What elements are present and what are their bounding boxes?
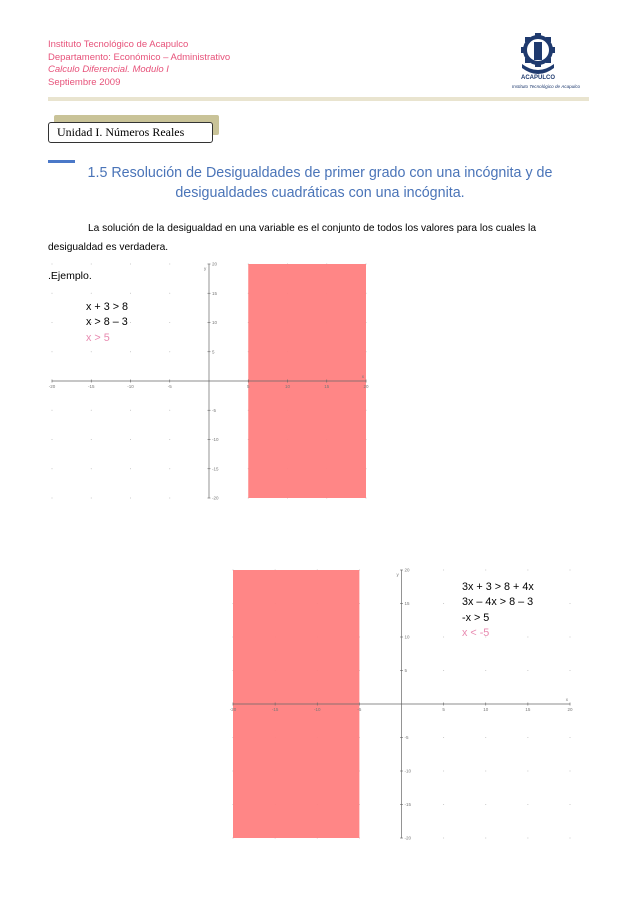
grid-dot — [570, 670, 571, 671]
grid-dot — [443, 637, 444, 638]
grid-dot — [570, 804, 571, 805]
grid-dot — [485, 737, 486, 738]
grid-dot — [527, 737, 528, 738]
grid-dot — [169, 322, 170, 323]
x-tick-label: -20 — [48, 384, 56, 389]
grid-dot — [527, 670, 528, 671]
grid-dot — [443, 737, 444, 738]
x-tick-label: 5 — [246, 384, 250, 389]
y-tick-label: -20 — [212, 495, 219, 501]
grid-dot — [485, 771, 486, 772]
grid-dot — [91, 468, 92, 469]
x-tick-label: -5 — [357, 707, 362, 712]
example-2-step: -x > 5 — [462, 611, 490, 624]
grid-dot — [443, 603, 444, 604]
unit-label: Unidad I. Números Reales — [48, 122, 213, 143]
x-tick-label: 10 — [483, 707, 489, 712]
grid-dot — [570, 737, 571, 738]
x-tick-label: -5 — [167, 384, 172, 389]
grid-dot — [527, 838, 528, 839]
grid-dot — [443, 771, 444, 772]
grid-dot — [91, 264, 92, 265]
example-1-steps — [86, 300, 128, 346]
grid-dot — [91, 351, 92, 352]
grid-dot — [485, 570, 486, 571]
grid-dot — [130, 410, 131, 411]
grid-dot — [570, 637, 571, 638]
example-2-step: 3x + 3 > 8 + 4x — [462, 581, 534, 593]
intro-text: La solución de la desigualdad en una variable es el conjunto de todos los valores para los cuales la desigualdad es verdadera. — [48, 223, 536, 254]
grid-dot — [443, 570, 444, 571]
x-tick-label: 15 — [525, 707, 531, 712]
y-tick-label: 15 — [404, 601, 410, 607]
x-axis-label: x — [565, 697, 568, 702]
grid-dot — [52, 293, 53, 294]
grid-dot — [52, 351, 53, 352]
grid-dot — [169, 468, 170, 469]
y-tick-label: 10 — [404, 634, 410, 640]
y-tick-label: 15 — [212, 290, 218, 296]
grid-dot — [91, 498, 92, 499]
x-axis-label: x — [361, 374, 364, 379]
grid-dot — [52, 468, 53, 469]
header-date: Septiembre 2009 — [48, 76, 121, 88]
y-tick-label: 10 — [212, 320, 218, 326]
y-tick-label: 5 — [404, 668, 408, 674]
x-tick-label: -10 — [127, 384, 134, 389]
header-institute: Instituto Tecnológico de Acapulco — [48, 39, 189, 50]
grid-dot — [527, 570, 528, 571]
grid-dot — [169, 498, 170, 499]
x-tick-label: 20 — [363, 384, 369, 389]
x-tick-label: -15 — [271, 707, 279, 712]
institute-logo — [508, 30, 590, 94]
grid-dot — [130, 468, 131, 469]
example-2-steps — [462, 580, 534, 641]
example-1-step: x + 3 > 8 — [86, 301, 129, 313]
x-tick-label: -20 — [229, 707, 237, 712]
grid-dot — [443, 838, 444, 839]
grid-dot — [485, 838, 486, 839]
grid-dot — [130, 351, 131, 352]
grid-dot — [169, 439, 170, 440]
grid-dot — [130, 322, 131, 323]
grid-dot — [91, 410, 92, 411]
grid-dot — [52, 410, 53, 411]
intro-paragraph — [48, 219, 593, 258]
header-department: Departamento: Económico – Administrativo — [48, 51, 231, 63]
grid-dot — [570, 570, 571, 571]
grid-dot — [52, 498, 53, 499]
x-tick-label: -15 — [87, 384, 95, 389]
grid-dot — [485, 804, 486, 805]
y-tick-label: -20 — [404, 835, 412, 841]
grid-dot — [130, 293, 131, 294]
institution-header — [48, 39, 230, 89]
section-title: 1.5 Resolución de Desigualdades de primer grado con una incógnita y de desigualdades cuadráticas con una incógnita. — [87, 165, 553, 201]
grid-dot — [527, 771, 528, 772]
grid-dot — [570, 603, 571, 604]
y-tick-label: -15 — [404, 802, 412, 808]
logo-text: ACAPULCO — [521, 75, 555, 81]
header-course: Calculo Diferencial. Modulo I — [48, 64, 169, 76]
x-tick-label: 15 — [324, 384, 330, 389]
grid-dot — [443, 670, 444, 671]
grid-dot — [169, 264, 170, 265]
x-tick-label: 10 — [284, 384, 291, 389]
y-tick-label: 20 — [404, 567, 410, 573]
grid-dot — [130, 264, 131, 265]
grid-dot — [91, 293, 92, 294]
y-tick-label: 5 — [212, 349, 215, 355]
grid-dot — [130, 498, 131, 499]
grid-dot — [52, 322, 53, 323]
y-tick-label: -10 — [212, 437, 219, 443]
grid-dot — [52, 264, 53, 265]
y-axis-label: y — [396, 572, 399, 577]
grid-dot — [169, 410, 170, 411]
grid-dot — [570, 838, 571, 839]
grid-dot — [570, 771, 571, 772]
example-2-step: 3x – 4x > 8 – 3 — [462, 596, 534, 609]
example-label: .Ejemplo. — [48, 270, 92, 282]
example-1-result: x > 5 — [86, 331, 110, 344]
grid-dot — [485, 670, 486, 671]
chart-1 — [48, 258, 370, 504]
x-tick-label: 5 — [442, 707, 445, 712]
y-tick-label: -15 — [212, 466, 219, 472]
x-tick-label: -10 — [313, 707, 321, 712]
grid-dot — [443, 804, 444, 805]
grid-dot — [52, 439, 53, 440]
example-1-step: x > 8 – 3 — [86, 316, 128, 329]
logo-caption: Instituto Tecnológico de Acapulco — [512, 84, 581, 89]
grid-dot — [130, 439, 131, 440]
y-tick-label: -5 — [404, 735, 409, 741]
grid-dot — [91, 439, 92, 440]
y-tick-label: 20 — [212, 261, 218, 267]
y-axis-label: y — [204, 266, 207, 271]
y-tick-label: -10 — [404, 768, 412, 774]
grid-dot — [527, 804, 528, 805]
grid-dot — [169, 351, 170, 352]
y-tick-label: -5 — [212, 407, 217, 413]
example-2-result: x < -5 — [462, 626, 490, 639]
x-tick-label: 20 — [567, 707, 573, 712]
header-divider — [48, 97, 589, 101]
grid-dot — [169, 293, 170, 294]
